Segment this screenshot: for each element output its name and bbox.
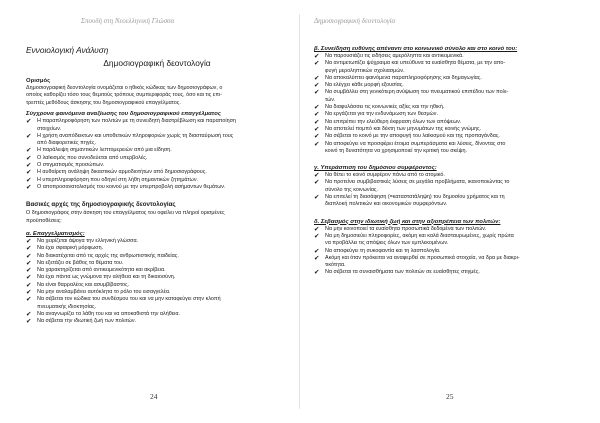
principles-intro-line: Ο δημοσιογράφος στην άσκηση του επαγγέλματος του οφείλει να πληροί ορισμένες (26, 210, 225, 217)
check-icon: ✔ (314, 53, 320, 60)
list-item-line: Να εργάζεται για την ενδυνάμωση των θεσμών. (325, 111, 438, 118)
list-item-line: Να επιτελεί τη διασάφηση (=καταστατάληψη) του δημοσίου χρήματος και τη (325, 194, 505, 201)
principles-heading: Βασικές αρχές της δημοσιογραφικής δεοντολογίας (26, 201, 176, 209)
list-item (26, 155, 288, 162)
list-item-line: Η αυθαίρετη ανάληψη δικαστικών αρμοδιοτήτων από δημοσιογράφους. (37, 169, 207, 176)
list-item-line: Να συμβάλλει στη γενικότερη ανύψωση του πνευματικού επιπέδου των πολι- (325, 89, 509, 96)
check-icon: ✔ (26, 118, 32, 126)
check-icon: ✔ (26, 281, 32, 289)
list-item-line: Να εξετάζει σε βάθος τα θέματα του. (37, 259, 124, 266)
page-title: Εννοιολογική Ανάλυση (26, 45, 109, 55)
check-icon: ✔ (314, 232, 320, 240)
list-item (314, 141, 586, 156)
list-item (26, 184, 288, 191)
list-item-line: Να θέτει το κοινό συμφέρον πάνω από το ατομικό. (325, 172, 445, 179)
list-item (26, 274, 288, 281)
list-item-line: τών. (325, 96, 336, 103)
list-item-line: Να μην αναλαμβάνει αυτόκλητα το ρόλο του εισαγγελέα. (37, 289, 171, 296)
page-number-left: 24 (150, 392, 158, 401)
list-item (314, 60, 586, 75)
check-icon: ✔ (26, 318, 32, 326)
list-item-line: διαπλοκή πολιτικών και οικονομικών συμφερόντων. (325, 201, 448, 208)
list-item-line: Να αποφεύγει να προσφέρει έτοιμα συμπεράσματα και λύσεις, δίνοντας στο (325, 140, 506, 147)
list-item-line: Να παρουσιάζει τις ειδήσεις αμερόληπτα και αντικειμενικά. (325, 53, 464, 59)
check-icon: ✔ (314, 89, 320, 97)
check-icon: ✔ (26, 147, 32, 155)
list-item (26, 147, 288, 154)
list-item-line: Να αναγνωρίζει τα λάθη του και να αποκαθιστά την αλήθεια. (37, 310, 180, 317)
definition-text (26, 85, 288, 107)
section-d-list (314, 226, 586, 277)
section-a-heading: α. Επαγγελματισμός: (26, 231, 85, 237)
check-icon: ✔ (314, 172, 320, 180)
list-item-line: Ο αποπροσανατολισμός του κοινού με την υπερπροβολή ασήμαντων θεμάτων. (37, 183, 226, 190)
list-item (314, 111, 586, 118)
principles-intro-line: προϋποθέσεις: (26, 217, 62, 224)
definition-line: Δημοσιογραφική δεοντολογία ονομάζεται ο ηθικός κώδικας των δημοσιογράφων, ο (26, 85, 223, 91)
list-item-line: Να σέβεται τον κώδικα του συνδέσμου του και να μην καταφεύγει στην κλοπή (37, 296, 221, 303)
list-item (314, 255, 586, 270)
list-item-line: φυγή μεροληπτικών σχολιασμών. (325, 67, 405, 74)
list-item (26, 118, 288, 133)
list-item (314, 233, 586, 248)
list-item-line: Να έχει πάντα ως γνώμονα την αλήθεια και τη δικαιοσύνη. (37, 274, 176, 281)
check-icon: ✔ (314, 194, 320, 202)
section-c-list (314, 172, 586, 208)
list-item-line: Η παράλειψη σημαντικών λεπτομερειών από μια είδηση. (37, 147, 172, 154)
check-icon: ✔ (314, 74, 320, 82)
list-item-line: Να αντιμετωπίζει ψύχραιμα και υπεύθυνα τα ευαίσθητα θέματα, με την απο- (325, 60, 506, 67)
list-item-line: Να επιτρέπει την ελεύθερη έκφραση όλων των απόψεων. (325, 118, 462, 125)
running-head-left: Σπουδή στη Νεοελληνική Γλώσσα (80, 17, 175, 25)
list-item (26, 169, 288, 176)
check-icon: ✔ (26, 154, 32, 162)
list-item-line: από διαφορετικές πηγές. (37, 140, 97, 147)
check-icon: ✔ (314, 82, 320, 90)
list-item-line: Να είναι θαρραλέος και ασυμβίβαστος. (37, 281, 130, 288)
check-icon: ✔ (314, 247, 320, 255)
left-page-content (26, 45, 288, 326)
definition-heading: Ορισμός (26, 78, 51, 84)
check-icon: ✔ (26, 289, 32, 297)
check-icon: ✔ (314, 111, 320, 119)
list-item-line: Να αποφεύγει τη συκοφαντία και τη λασπολογία. (325, 247, 441, 254)
list-item-line: να προβάλλει τις απόψεις όλων των εμπλεκομένων. (325, 240, 449, 247)
list-item-line: Να προτείνει συμβιβαστικές λύσεις σε μεγάλα προβλήματα, ικανοποιώντας το (325, 179, 510, 186)
list-item (314, 194, 586, 209)
check-icon: ✔ (26, 245, 32, 253)
principles-intro (26, 210, 288, 225)
list-item-line: Να χειρίζεται άψογα την ελληνική γλώσσα. (37, 238, 139, 244)
check-icon: ✔ (26, 169, 32, 177)
check-icon: ✔ (26, 238, 32, 245)
list-item (26, 282, 288, 289)
check-icon: ✔ (314, 104, 320, 112)
list-item (26, 133, 288, 148)
definition-line: τρεπτές μεθόδους άσκησης του δημοσιογραφικού επαγγέλματος. (26, 99, 181, 106)
list-item-line: Ακόμη και όταν πρόκειται να αναφερθεί σε προσωπικά στοιχεία, να δρα με διακρι- (325, 254, 520, 261)
list-item (314, 226, 586, 233)
check-icon: ✔ (314, 254, 320, 262)
check-icon: ✔ (26, 274, 32, 282)
check-icon: ✔ (314, 133, 320, 141)
list-item (314, 133, 586, 140)
list-item (314, 119, 586, 126)
running-head-right: Δημοσιογραφική δεοντολογία (314, 17, 396, 25)
check-icon: ✔ (314, 225, 320, 233)
list-item (314, 269, 586, 276)
list-item (314, 179, 586, 194)
violations-heading: Σύγχρονα φαινόμενα αναξίωσης του δημοσιογραφικού επαγγέλματος (26, 111, 221, 118)
check-icon: ✔ (26, 132, 32, 140)
list-item-line: Ο λαϊκισμός που συνοδεύεται από υπερβολές. (37, 154, 148, 161)
check-icon: ✔ (314, 60, 320, 68)
check-icon: ✔ (314, 125, 320, 133)
list-item-line: Να χαρακτηρίζεται από αντικειμενικότητα και ακρίβεια. (37, 267, 166, 274)
list-item-line: Να αποτελεί πομπό και δέκτη των μηνυμάτων της κοινής γνώμης. (325, 125, 482, 132)
list-item-line: Να αποκαλύπτει φαινόμενα παραπληροφόρησης και δημαγωγίας. (325, 74, 482, 81)
list-item-line: Η χρήση αναπόδεικτων και υποθετικών πληροφοριών χωρίς τη διασταύρωσή τους (37, 132, 234, 139)
list-item-line: Να σέβεται την ιδιωτική ζωή των πολιτών. (37, 318, 137, 325)
check-icon: ✔ (26, 296, 32, 304)
list-item (26, 245, 288, 252)
list-item-line: Να διαφυλάσσει τις κοινωνικές αξίες και την ηθική. (325, 104, 445, 111)
list-item-line: Η παραπληροφόρηση των πολιτών με τη συνειδητή διαστρέβλωση και παραποίηση (37, 118, 236, 125)
section-b-list (314, 53, 586, 155)
list-item-line: κοινό τη δυνατότητα να χρησιμοποιεί την κριτική του σκέψη. (325, 147, 467, 154)
page-subtitle: Δημοσιογραφική δεοντολογία (103, 58, 211, 68)
list-item-line: στοιχείων. (37, 125, 62, 132)
list-item-line: σύνολο της κοινωνίας. (325, 186, 379, 193)
check-icon: ✔ (314, 269, 320, 277)
list-item-line: Να σέβεται τα συναισθήματα των πολιτών σε ευαίσθητες στιγμές. (325, 269, 480, 276)
list-item (314, 248, 586, 255)
check-icon: ✔ (26, 252, 32, 260)
check-icon: ✔ (26, 267, 32, 275)
check-icon: ✔ (314, 140, 320, 148)
section-d-heading: δ. Σεβασμός στην ιδιωτική ζωή και στην αξιοπρέπεια των πολιτών: (314, 218, 501, 225)
section-b-heading: β. Συνείδηση ευθύνης απέναντι στο κοινωνικό σύνολο και στο κοινό του: (314, 46, 518, 52)
check-icon: ✔ (26, 183, 32, 191)
right-page (300, 0, 600, 423)
list-item-line: τικότητα. (325, 262, 346, 269)
list-item-line: Να διακατέχεται από τις αρχές της ανθρωπιστικής παιδείας. (37, 252, 179, 259)
violations-list (26, 118, 288, 191)
list-item (26, 253, 288, 260)
check-icon: ✔ (26, 310, 32, 318)
check-icon: ✔ (314, 118, 320, 126)
section-a-list (26, 238, 288, 326)
page-number-right: 25 (446, 392, 454, 401)
check-icon: ✔ (26, 162, 32, 169)
section-c-heading: γ. Υπεράσπιση του δημόσιου συμφέροντος: (314, 165, 437, 172)
list-item-line: πνευματικής ιδιοκτησίας. (37, 303, 97, 310)
check-icon: ✔ (26, 259, 32, 267)
list-item-line: Ο στιγματισμός προσώπων. (37, 162, 105, 168)
right-page-content (314, 46, 586, 277)
check-icon: ✔ (26, 176, 32, 184)
list-item (314, 89, 586, 104)
list-item (26, 318, 288, 325)
list-item (26, 177, 288, 184)
list-item-line: Να μην κοινοποιεί τα ευαίσθητα προσωπικά δεδομένα των πολιτών. (325, 225, 487, 232)
check-icon: ✔ (314, 179, 320, 187)
list-item-line: Η υπερπληροφόρηση που οδηγεί στη λήθη σημαντικών ζητημάτων. (37, 176, 199, 183)
list-item-line: Να μη δημοσιεύει πληροφορίες, ακόμη και καλά διασταυρωμένες, χωρίς πρώτα (325, 232, 514, 239)
list-item (26, 296, 288, 311)
definition-line: οποίος καθορίζει τόσο τους θεμιτούς τρόπους συμπεριφοράς τους, όσο και τις επι- (26, 92, 222, 99)
list-item-line: Να ελέγχει κάθε μορφή εξουσίας. (325, 82, 404, 89)
list-item-line: Να έχει σφαιρική μόρφωση. (37, 245, 104, 252)
list-item-line: Να σέβεται το κοινό με την αποφυγή του λαϊκισμού και της προπαγάνδας. (325, 133, 500, 140)
